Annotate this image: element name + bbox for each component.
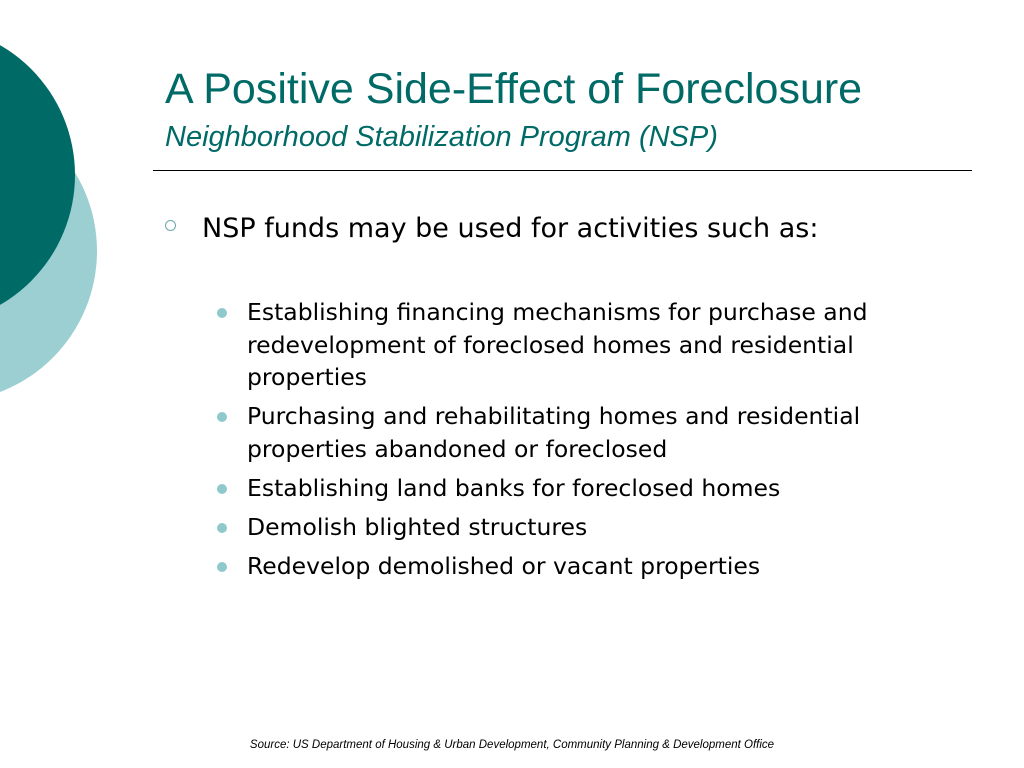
list-item bbox=[212, 550, 972, 583]
filled-circle-bullet-icon bbox=[217, 562, 227, 572]
list-item-text: Establishing financing mechanisms for purchase and redevelopment of foreclosed homes and residential properties bbox=[247, 298, 868, 391]
filled-circle-bullet-icon bbox=[217, 412, 227, 422]
activity-list bbox=[212, 296, 972, 589]
list-item-text: Redevelop demolished or vacant properties bbox=[247, 551, 761, 580]
list-item bbox=[212, 472, 972, 505]
slide-title: A Positive Side-Effect of Foreclosure bbox=[165, 65, 863, 113]
source-note: Source: US Department of Housing & Urban Development, Community Planning & Development Office bbox=[249, 739, 775, 751]
list-item-text: Purchasing and rehabilitating homes and residential properties abandoned or foreclosed bbox=[247, 402, 861, 463]
slide-subtitle: Neighborhood Stabilization Program (NSP) bbox=[165, 121, 718, 153]
filled-circle-bullet-icon bbox=[217, 308, 227, 318]
list-item bbox=[212, 296, 972, 394]
list-item bbox=[212, 400, 972, 465]
hollow-circle-bullet-icon bbox=[165, 220, 176, 231]
list-item-text: Demolish blighted structures bbox=[247, 512, 588, 541]
title-divider bbox=[153, 170, 972, 171]
main-point-text: NSP funds may be used for activities such as: bbox=[202, 213, 819, 244]
filled-circle-bullet-icon bbox=[217, 523, 227, 533]
list-item-text: Establishing land banks for foreclosed homes bbox=[247, 473, 781, 502]
filled-circle-bullet-icon bbox=[217, 484, 227, 494]
list-item bbox=[212, 511, 972, 544]
